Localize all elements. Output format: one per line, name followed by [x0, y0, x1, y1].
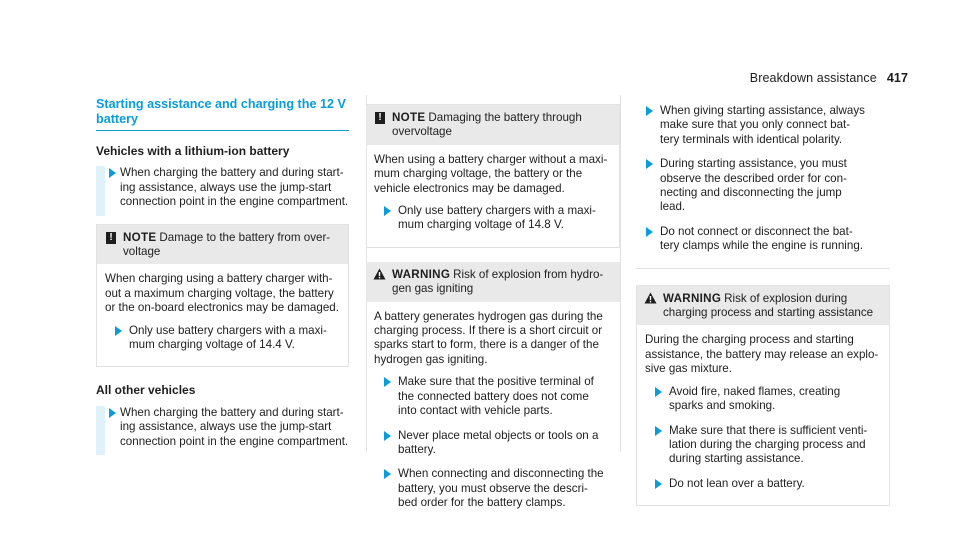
- warning-body: A battery generates hydrogen gas during the charging process. If there is a short circuit or sparks start to form, there is a danger of the hydrogen gas igniting. Make sure that the positive terminal of the connected battery does not come into contact with vehicle parts. Never place metal objects or tools on a battery. When connecting and disconnecting the battery, you must observe the descri- bed order for the battery clamps.: [366, 302, 620, 525]
- warning-header: WARNING Risk of explosion from hydro- gen gas igniting: [366, 262, 620, 302]
- step-arrow-icon: [109, 168, 116, 178]
- page-number: 417: [886, 71, 908, 85]
- step-arrow-icon: [646, 227, 653, 237]
- warning-box: [366, 262, 620, 525]
- warning-step: Avoid fire, naked flames, creating sparks and smoking.: [645, 385, 881, 414]
- warning-box: [636, 285, 890, 506]
- instruction-step: When charging the battery and during start- ing assistance, always use the jump-start connection point in the engine compartment.: [96, 166, 349, 209]
- warning-step: When connecting and disconnecting the battery, you must observe the descri- bed order for the battery clamps.: [374, 467, 612, 510]
- instruction-step: When charging the battery and during start- ing assistance, always use the jump-start connection point in the engine compartment.: [96, 406, 349, 449]
- column-1: [96, 97, 349, 459]
- column-2: [366, 104, 620, 537]
- warning-step: Do not lean over a battery.: [645, 477, 881, 491]
- step-arrow-icon: [109, 408, 116, 418]
- column-3: [636, 104, 890, 518]
- step-arrow-icon: [655, 387, 662, 397]
- running-header: [750, 71, 908, 85]
- continued-steps: [636, 104, 890, 269]
- step-arrow-icon: [646, 159, 653, 169]
- chapter-title: Breakdown assistance: [749, 71, 877, 85]
- column-divider: [620, 95, 621, 452]
- warning-body: During the charging process and starting assistance, the battery may release an explo- sive gas mixture. Avoid fire, naked flames, creating sparks and smoking. Make sure that there is sufficient venti- lation during the charging process and during starting assistance. Do not lean over a battery.: [637, 325, 889, 505]
- warning-step: Never place metal objects or tools on a battery.: [374, 429, 612, 458]
- section-title: Starting assistance and charging the 12 V battery: [96, 97, 349, 131]
- exclamation-icon: !: [106, 232, 116, 244]
- warning-step: Do not connect or disconnect the bat- tery clamps while the engine is running.: [636, 225, 890, 254]
- warning-header: WARNING Risk of explosion during charging process and starting assistance: [637, 286, 889, 326]
- note-box: [366, 104, 620, 248]
- step-arrow-icon: [655, 426, 662, 436]
- warning-triangle-icon: [644, 292, 657, 304]
- step-bar: [96, 406, 105, 455]
- warning-label: WARNING: [392, 267, 451, 281]
- note-header: ! NOTE Damaging the battery through overvoltage: [366, 105, 619, 145]
- subheading-lithium: Vehicles with a lithium-ion battery: [96, 144, 290, 158]
- warning-step: Make sure that there is sufficient venti- lation during the charging process and during starting assistance.: [645, 424, 881, 467]
- note-header: ! NOTE Damage to the battery from over- voltage: [97, 225, 348, 265]
- warning-label: WARNING: [663, 291, 722, 305]
- step-arrow-icon: [384, 469, 391, 479]
- note-body: When using a battery charger without a maxi- mum charging voltage, the battery or the vehicle electronics may be damaged. Only use battery chargers with a maxi- mum charging voltage of 14.8 V.: [366, 145, 619, 247]
- note-step: Only use battery chargers with a maxi- mum charging voltage of 14.4 V.: [105, 324, 340, 353]
- note-label: NOTE: [392, 111, 426, 124]
- step-arrow-icon: [384, 206, 391, 216]
- warning-step: Make sure that the positive terminal of the connected battery does not come into contact with vehicle parts.: [374, 375, 612, 418]
- note-label: NOTE: [123, 230, 157, 244]
- note-box: [96, 224, 349, 368]
- step-arrow-icon: [655, 479, 662, 489]
- exclamation-icon: !: [375, 112, 385, 124]
- note-step: Only use battery chargers with a maxi- mum charging voltage of 14.8 V.: [374, 204, 611, 233]
- step-arrow-icon: [384, 431, 391, 441]
- warning-step: When giving starting assistance, always make sure that you only connect bat- tery terminals with identical polarity.: [636, 104, 890, 147]
- step-arrow-icon: [384, 377, 391, 387]
- note-body: When charging using a battery charger with- out a maximum charging voltage, the battery or the on-board electronics may be damaged. Only use battery chargers with a maxi- mum charging voltage of 14.4 V.: [105, 272, 339, 352]
- step-arrow-icon: [115, 326, 122, 336]
- step-bar: [96, 166, 105, 215]
- subheading-other: All other vehicles: [96, 383, 196, 398]
- step-arrow-icon: [646, 106, 653, 116]
- warning-step: During starting assistance, you must observe the described order for con- necting and disconnecting the jump lead.: [636, 157, 890, 215]
- warning-triangle-icon: [373, 268, 386, 280]
